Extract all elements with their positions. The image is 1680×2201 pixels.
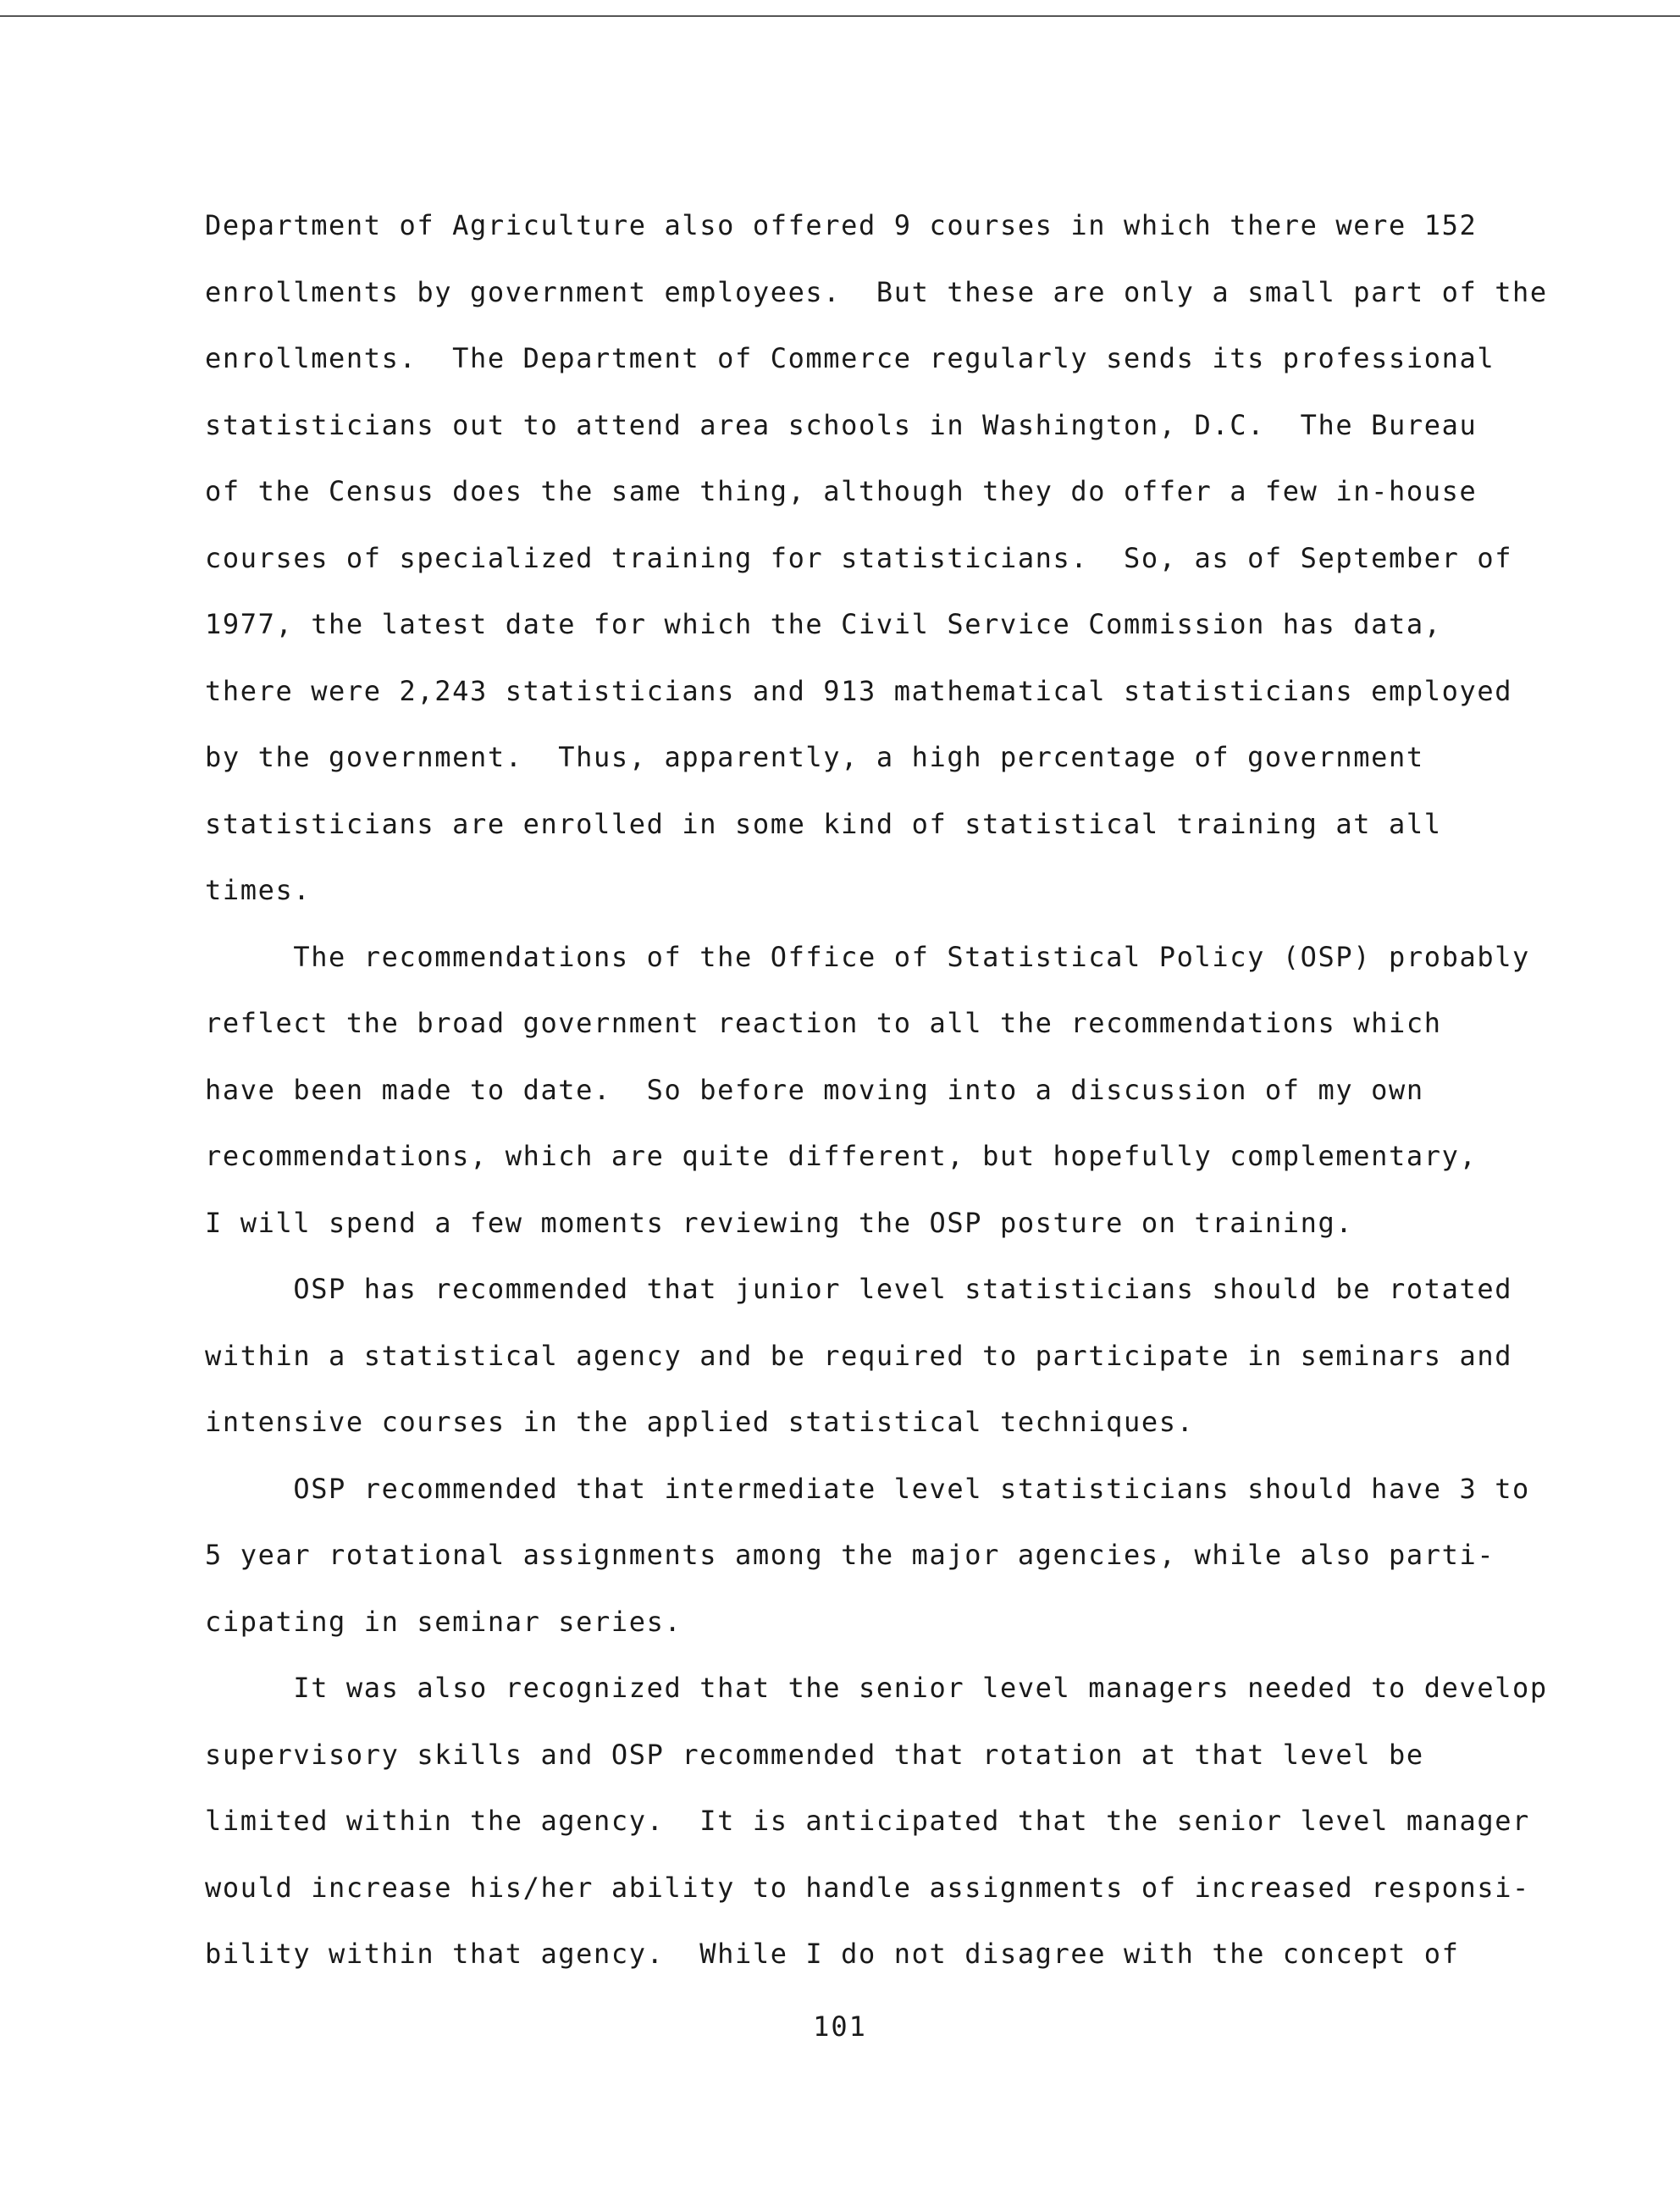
text-line: 1977, the latest date for which the Civil Service Commission has data, — [205, 608, 1442, 640]
text-line: within a statistical agency and be required to participate in seminars and — [205, 1339, 1513, 1372]
text-line: statisticians are enrolled in some kind of statistical training at all — [205, 807, 1442, 840]
text-line: there were 2,243 statisticians and 913 mathematical statisticians employed — [205, 674, 1513, 707]
text-line: intensive courses in the applied statistical techniques. — [205, 1406, 1195, 1438]
top-rule — [0, 15, 1680, 17]
text-line: have been made to date. So before moving into a discussion of my own — [205, 1073, 1424, 1106]
text-line: OSP has recommended that junior level statisticians should be rotated — [205, 1273, 1513, 1305]
text-line: It was also recognized that the senior level managers needed to develop — [205, 1672, 1548, 1704]
text-line: enrollments by government employees. But these are only a small part of the — [205, 275, 1548, 308]
body-text — [205, 200, 1548, 1995]
text-line: of the Census does the same thing, although they do offer a few in-house — [205, 475, 1478, 507]
text-line: enrollments. The Department of Commerce regularly sends its professional — [205, 342, 1495, 374]
text-line: times. — [205, 874, 312, 906]
text-line: 5 year rotational assignments among the major agencies, while also parti- — [205, 1539, 1495, 1571]
page-number: 101 — [813, 2010, 867, 2043]
text-line: bility within that agency. While I do not disagree with the concept of — [205, 1938, 1460, 1970]
text-line: supervisory skills and OSP recommended that rotation at that level be — [205, 1738, 1424, 1771]
text-line: The recommendations of the Office of Statistical Policy (OSP) probably — [205, 940, 1530, 973]
text-line: I will spend a few moments reviewing the OSP posture on training. — [205, 1206, 1354, 1239]
text-line: courses of specialized training for statisticians. So, as of September of — [205, 541, 1513, 574]
text-line: cipating in seminar series. — [205, 1605, 682, 1638]
text-line: would increase his/her ability to handle assignments of increased responsi- — [205, 1871, 1530, 1904]
text-line: statisticians out to attend area schools in Washington, D.C. The Bureau — [205, 408, 1478, 441]
text-line: recommendations, which are quite different, but hopefully complementary, — [205, 1140, 1478, 1172]
text-line: OSP recommended that intermediate level statisticians should have 3 to — [205, 1472, 1530, 1505]
text-line: Department of Agriculture also offered 9 courses in which there were 152 — [205, 209, 1478, 241]
text-line: limited within the agency. It is anticipated that the senior level manager — [205, 1805, 1530, 1837]
text-line: by the government. Thus, apparently, a high percentage of government — [205, 741, 1424, 773]
text-line: reflect the broad government reaction to all the recommendations which — [205, 1007, 1442, 1039]
